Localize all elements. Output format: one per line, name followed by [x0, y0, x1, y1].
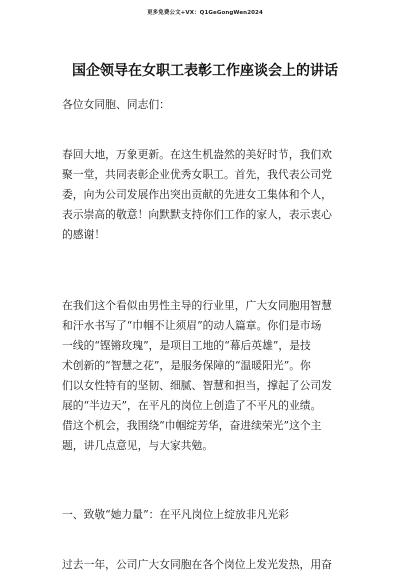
paragraph-2 — [62, 296, 332, 456]
paragraph-line: 们以女性特有的坚韧、细腻、智慧和担当，撑起了公司发 — [62, 379, 332, 392]
section-heading: 一、致敬“她力量”：在平凡岗位上绽放非凡光彩 — [62, 508, 289, 521]
paragraph-3-first-line: 过去一年，公司广大女同胞在各个岗位上发光发热，用奋 — [62, 558, 332, 571]
salutation: 各位女同胞、同志们： — [62, 98, 170, 111]
paragraph-line: 和汗水书写了“巾帼不让须眉”的动人篇章。你们是市场 — [62, 319, 322, 332]
paragraph-line: 展的“半边天”，在平凡的岗位上创造了不平凡的业绩。 — [62, 399, 322, 412]
paragraph-line: 借这个机会，我围绕“巾帼绽芳华，奋进续荣光”这个主 — [62, 419, 322, 432]
paragraph-line: 春回大地，万象更新。在这生机盎然的美好时节，我们欢 — [62, 148, 332, 161]
paragraph-line: 题，讲几点意见，与大家共勉。 — [62, 439, 214, 452]
paragraph-line: 术创新的“智慧之花”，是服务保障的“温暖阳光”。你 — [62, 359, 311, 372]
paragraph-1 — [62, 145, 332, 245]
paragraph-line: 委，向为公司发展作出突出贡献的先进女工集体和个人， — [62, 188, 332, 201]
paragraph-line: 一线的“铿锵玫瑰”，是项目工地的“幕后英雄”，是技 — [62, 339, 311, 352]
header-note: 更多免费公文+VX：Q1GeGongWen2024 — [147, 10, 263, 16]
document-title: 国企领导在女职工表彰工作座谈会上的讲话 — [72, 63, 338, 79]
paragraph-line: 表示崇高的敬意！向默默支持你们工作的家人，表示衷心 — [62, 208, 332, 221]
paragraph-line: 的感谢！ — [62, 228, 106, 241]
paragraph-line: 聚一堂，共同表彰企业优秀女职工。首先，我代表公司党 — [62, 168, 332, 181]
paragraph-line: 在我们这个看似由男性主导的行业里，广大女同胞用智慧 — [62, 299, 332, 312]
